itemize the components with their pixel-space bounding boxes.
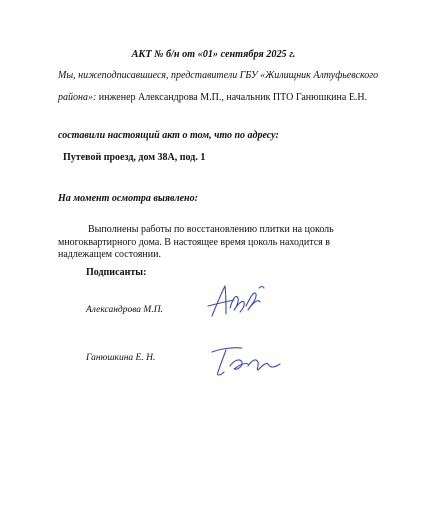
findings-heading: На момент осмотра выявлено:	[58, 193, 198, 204]
signers-heading: Подписанты:	[86, 267, 147, 278]
signature-icon	[206, 338, 288, 380]
intro-line-1: Мы, нижеподписавшиеся, представители ГБУ «Жилищник Алтуфьевского	[58, 70, 379, 81]
intro-line-2	[58, 92, 367, 103]
signatory-name-2: Ганюшкина Е. Н.	[86, 353, 156, 363]
signatory-name-1: Александрова М.П.	[86, 305, 163, 315]
act-title: АКТ № б/н от «01» сентября 2025 г.	[131, 49, 296, 60]
findings-text: Выполнены работы по восстановлению плитки на цоколь многоквартирного дома. В настоящее время цоколь находится в надлежащем состоянии.	[58, 224, 334, 260]
intro-line-2-italic: района»:	[58, 92, 97, 103]
subject-line: составили настоящий акт о том, что по адресу:	[58, 130, 279, 141]
intro-line-2-rest: инженер Александрова М.П., начальник ПТО Ганюшкина Е.Н.	[96, 92, 368, 103]
signature-icon	[198, 272, 276, 328]
findings-paragraph	[58, 224, 378, 262]
address: Путевой проезд, дом 38А, под. 1	[63, 152, 206, 163]
